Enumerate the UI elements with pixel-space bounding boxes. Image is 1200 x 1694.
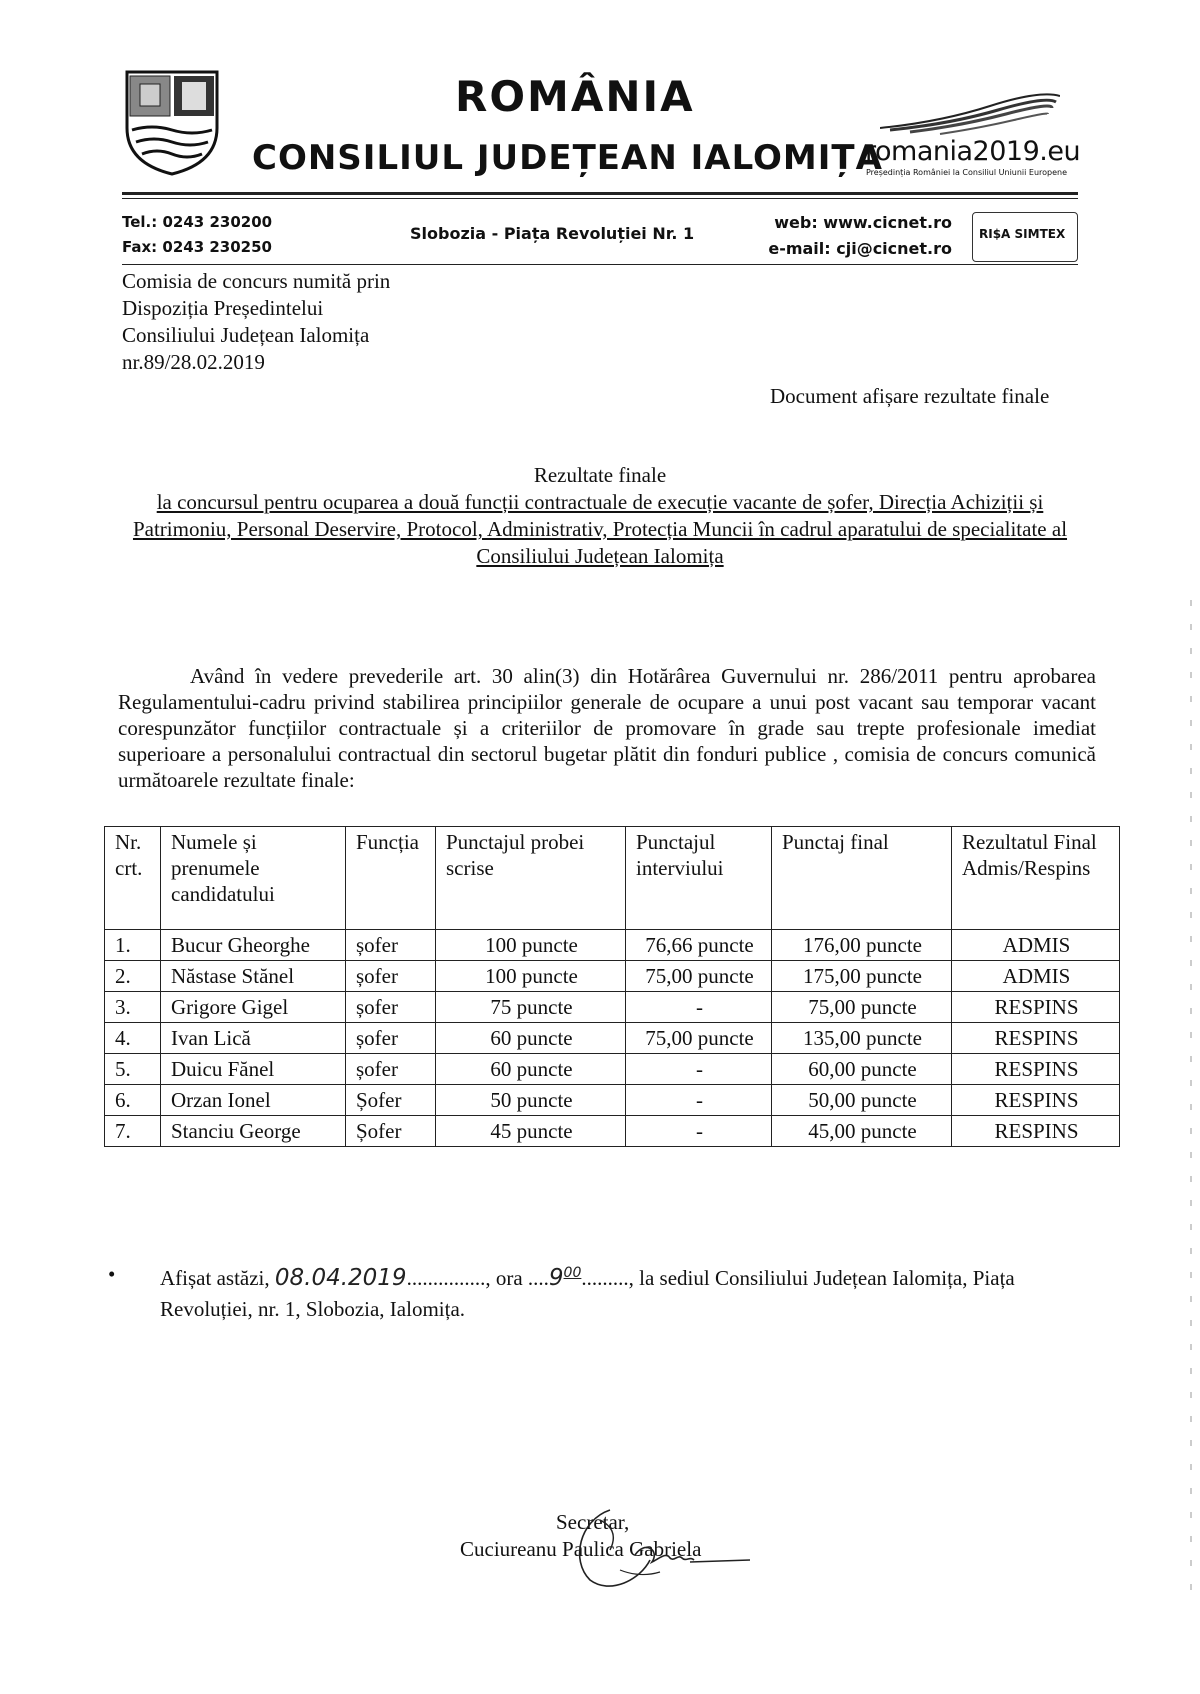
posting-prefix: Afișat astăzi,	[160, 1266, 275, 1290]
title-main: Rezultate finale	[533, 463, 667, 487]
cell-final: 75,00 puncte	[772, 992, 952, 1023]
cell-written: 100 puncte	[436, 930, 626, 961]
cell-final: 60,00 puncte	[772, 1054, 952, 1085]
cell-nr: 4.	[105, 1023, 161, 1054]
col-header-name: Numele și prenumele candidatului	[161, 827, 346, 930]
secretary-name: Cuciureanu Paulica Gabriela	[460, 1537, 702, 1561]
fax-line: Fax: 0243 230250	[122, 238, 272, 256]
cell-name: Orzan Ionel	[161, 1085, 346, 1116]
cell-name: Grigore Gigel	[161, 992, 346, 1023]
cell-result: RESPINS	[952, 1085, 1120, 1116]
cell-written: 60 puncte	[436, 1023, 626, 1054]
secretary-title: Secretar,	[556, 1510, 630, 1534]
cell-function: Șofer	[346, 1085, 436, 1116]
col-header-function: Funcția	[346, 827, 436, 930]
table-row	[105, 1023, 1120, 1054]
cell-name: Stanciu George	[161, 1116, 346, 1147]
table-row	[105, 1085, 1120, 1116]
contact-phone	[122, 210, 272, 260]
cell-final: 45,00 puncte	[772, 1116, 952, 1147]
legal-paragraph: Având în vedere prevederile art. 30 alin(3) din Hotărârea Guvernului nr. 286/2011 pentru aprobarea Regulamentului-cadru privind stabilirea principiilor generale de ocupare a unui post vacant sau temporar vacant corespunzător funcțiilor contractuale și a criteriilor de promovare în grade sau trepte profesionale imediat superioare a personalului contractual din sectorul bugetar plătit din fonduri publice , comisia de concurs comunică următoarele rezultate finale:	[118, 664, 1096, 792]
posting-time-handwritten: 9	[548, 1265, 564, 1291]
title-subtitle: la concursul pentru ocuparea a două funcții contractuale de execuție vacante de șofer, Direcția Achiziții și Patrimoniu, Personal Deservire, Protocol, Administrativ, Protecția Muncii în cadrul aparatului de specialitate al Consiliului Județean Ialomița	[132, 490, 1068, 568]
col-header-result: Rezultatul Final Admis/Respins	[952, 827, 1120, 930]
table-row	[105, 930, 1120, 961]
cell-nr: 5.	[105, 1054, 161, 1085]
cell-interview: 76,66 puncte	[626, 930, 772, 961]
cell-name: Năstase Stănel	[161, 961, 346, 992]
posting-ora-label: ora ....	[490, 1266, 549, 1290]
contact-web	[760, 210, 952, 262]
cell-function: Șofer	[346, 1116, 436, 1147]
table-row	[105, 992, 1120, 1023]
posting-time-minutes: 00	[563, 1265, 582, 1281]
document-label: Document afișare rezultate finale	[770, 384, 1050, 408]
col-header-nr: Nr. crt.	[105, 827, 161, 930]
posting-time-dots: .........,	[581, 1266, 634, 1290]
results-table	[104, 826, 1120, 1147]
cell-written: 50 puncte	[436, 1085, 626, 1116]
document-title	[122, 462, 1078, 570]
presidency-site: romania2019.eu	[865, 136, 1081, 167]
cell-function: șofer	[346, 930, 436, 961]
table-row	[105, 961, 1120, 992]
commission-line: Consiliului Județean Ialomița	[122, 323, 370, 347]
posting-date-handwritten: 08.04.2019	[274, 1265, 407, 1291]
commission-line: Dispoziția Președintelui	[122, 296, 324, 320]
cell-interview: -	[626, 1054, 772, 1085]
cell-nr: 7.	[105, 1116, 161, 1147]
col-header-interview: Punctajul interviului	[626, 827, 772, 930]
cell-interview: -	[626, 992, 772, 1023]
contact-rule	[122, 264, 1078, 265]
table-row	[105, 1054, 1120, 1085]
posting-date-dots: ...............,	[406, 1266, 491, 1290]
cell-interview: -	[626, 1116, 772, 1147]
posting-suffix: la sediul Consiliului Județean Ialomița, Piața Revoluției, nr. 1, Slobozia, Ialomița.	[160, 1266, 1015, 1321]
council-address: Slobozia - Piața Revoluției Nr. 1	[410, 224, 695, 243]
cell-final: 50,00 puncte	[772, 1085, 952, 1116]
table-row	[105, 1116, 1120, 1147]
cell-interview: -	[626, 1085, 772, 1116]
county-crest-logo	[122, 68, 222, 178]
cell-written: 100 puncte	[436, 961, 626, 992]
cell-result: ADMIS	[952, 930, 1120, 961]
cell-nr: 3.	[105, 992, 161, 1023]
col-header-written: Punctajul probei scrise	[436, 827, 626, 930]
commission-block	[122, 268, 390, 376]
posting-notice	[160, 1258, 1110, 1325]
cell-name: Bucur Gheorghe	[161, 930, 346, 961]
country-title: ROMÂNIA	[455, 72, 695, 121]
cell-result: ADMIS	[952, 961, 1120, 992]
cell-result: RESPINS	[952, 1116, 1120, 1147]
certification-badge	[972, 212, 1078, 262]
presidency-wave-logo	[880, 92, 1060, 138]
cell-interview: 75,00 puncte	[626, 1023, 772, 1054]
handwritten-signature	[540, 1500, 760, 1600]
cell-result: RESPINS	[952, 1054, 1120, 1085]
cell-written: 75 puncte	[436, 992, 626, 1023]
cell-written: 60 puncte	[436, 1054, 626, 1085]
cell-result: RESPINS	[952, 992, 1120, 1023]
bullet-icon: •	[108, 1262, 116, 1286]
header-rule-thick	[122, 192, 1078, 195]
cell-final: 176,00 puncte	[772, 930, 952, 961]
cell-function: șofer	[346, 961, 436, 992]
cell-final: 135,00 puncte	[772, 1023, 952, 1054]
commission-line: nr.89/28.02.2019	[122, 350, 265, 374]
cell-name: Duicu Fănel	[161, 1054, 346, 1085]
cell-name: Ivan Lică	[161, 1023, 346, 1054]
col-header-final: Punctaj final	[772, 827, 952, 930]
cell-written: 45 puncte	[436, 1116, 626, 1147]
email-line: e-mail: cji@cicnet.ro	[768, 239, 952, 258]
table-header-row	[105, 827, 1120, 930]
tel-line: Tel.: 0243 230200	[122, 213, 273, 231]
cell-interview: 75,00 puncte	[626, 961, 772, 992]
web-line: web: www.cicnet.ro	[774, 213, 952, 232]
cell-nr: 2.	[105, 961, 161, 992]
certification-label: RI$A SIMTEX	[979, 227, 1066, 241]
cell-function: șofer	[346, 1054, 436, 1085]
cell-nr: 1.	[105, 930, 161, 961]
scan-edge-marks	[1190, 600, 1192, 1600]
cell-function: șofer	[346, 1023, 436, 1054]
council-title: CONSILIUL JUDEȚEAN IALOMIȚA	[252, 138, 883, 178]
cell-result: RESPINS	[952, 1023, 1120, 1054]
cell-nr: 6.	[105, 1085, 161, 1116]
presidency-caption: Președinția României la Consiliul Uniunii Europene	[866, 168, 1068, 177]
cell-function: șofer	[346, 992, 436, 1023]
header-rule-thin	[122, 198, 1078, 199]
cell-final: 175,00 puncte	[772, 961, 952, 992]
commission-line: Comisia de concurs numită prin	[122, 269, 391, 293]
